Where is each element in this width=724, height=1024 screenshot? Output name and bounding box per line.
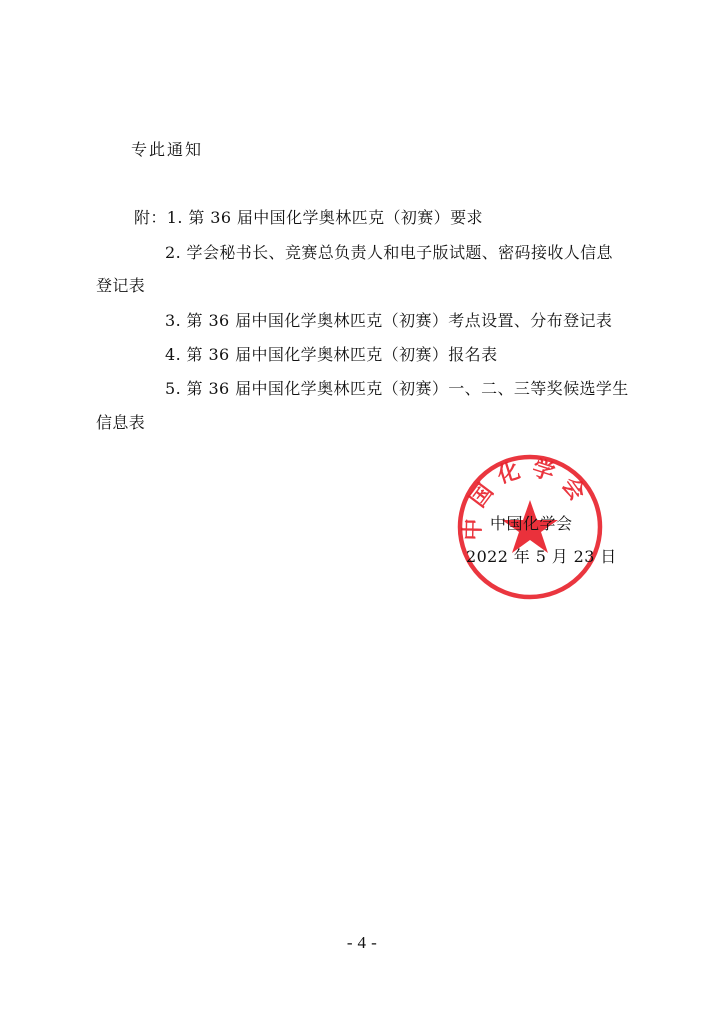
attachment-item-2-continued: 登记表	[96, 276, 146, 295]
attachment-item-5: 5. 第 36 届中国化学奥林匹克（初赛）一、二、三等奖候选学生	[165, 379, 629, 398]
closing-remark: 专此通知	[131, 140, 204, 159]
attachment-item-2: 2. 学会秘书长、竞赛总负责人和电子版试题、密码接收人信息	[165, 243, 613, 262]
signing-organization: 中国化学会	[490, 514, 573, 533]
attachment-item-1: 附：1. 第 36 届中国化学奥林匹克（初赛）要求	[134, 208, 483, 227]
page-number: - 4 -	[346, 933, 378, 952]
attachment-item-5-continued: 信息表	[96, 413, 146, 432]
svg-text:中国化学会: 中国化学会	[460, 455, 595, 541]
signing-date: 2022 年 5 月 23 日	[466, 547, 617, 566]
attachment-item-4: 4. 第 36 届中国化学奥林匹克（初赛）报名表	[165, 345, 498, 364]
attachment-item-3: 3. 第 36 届中国化学奥林匹克（初赛）考点设置、分布登记表	[165, 311, 613, 330]
